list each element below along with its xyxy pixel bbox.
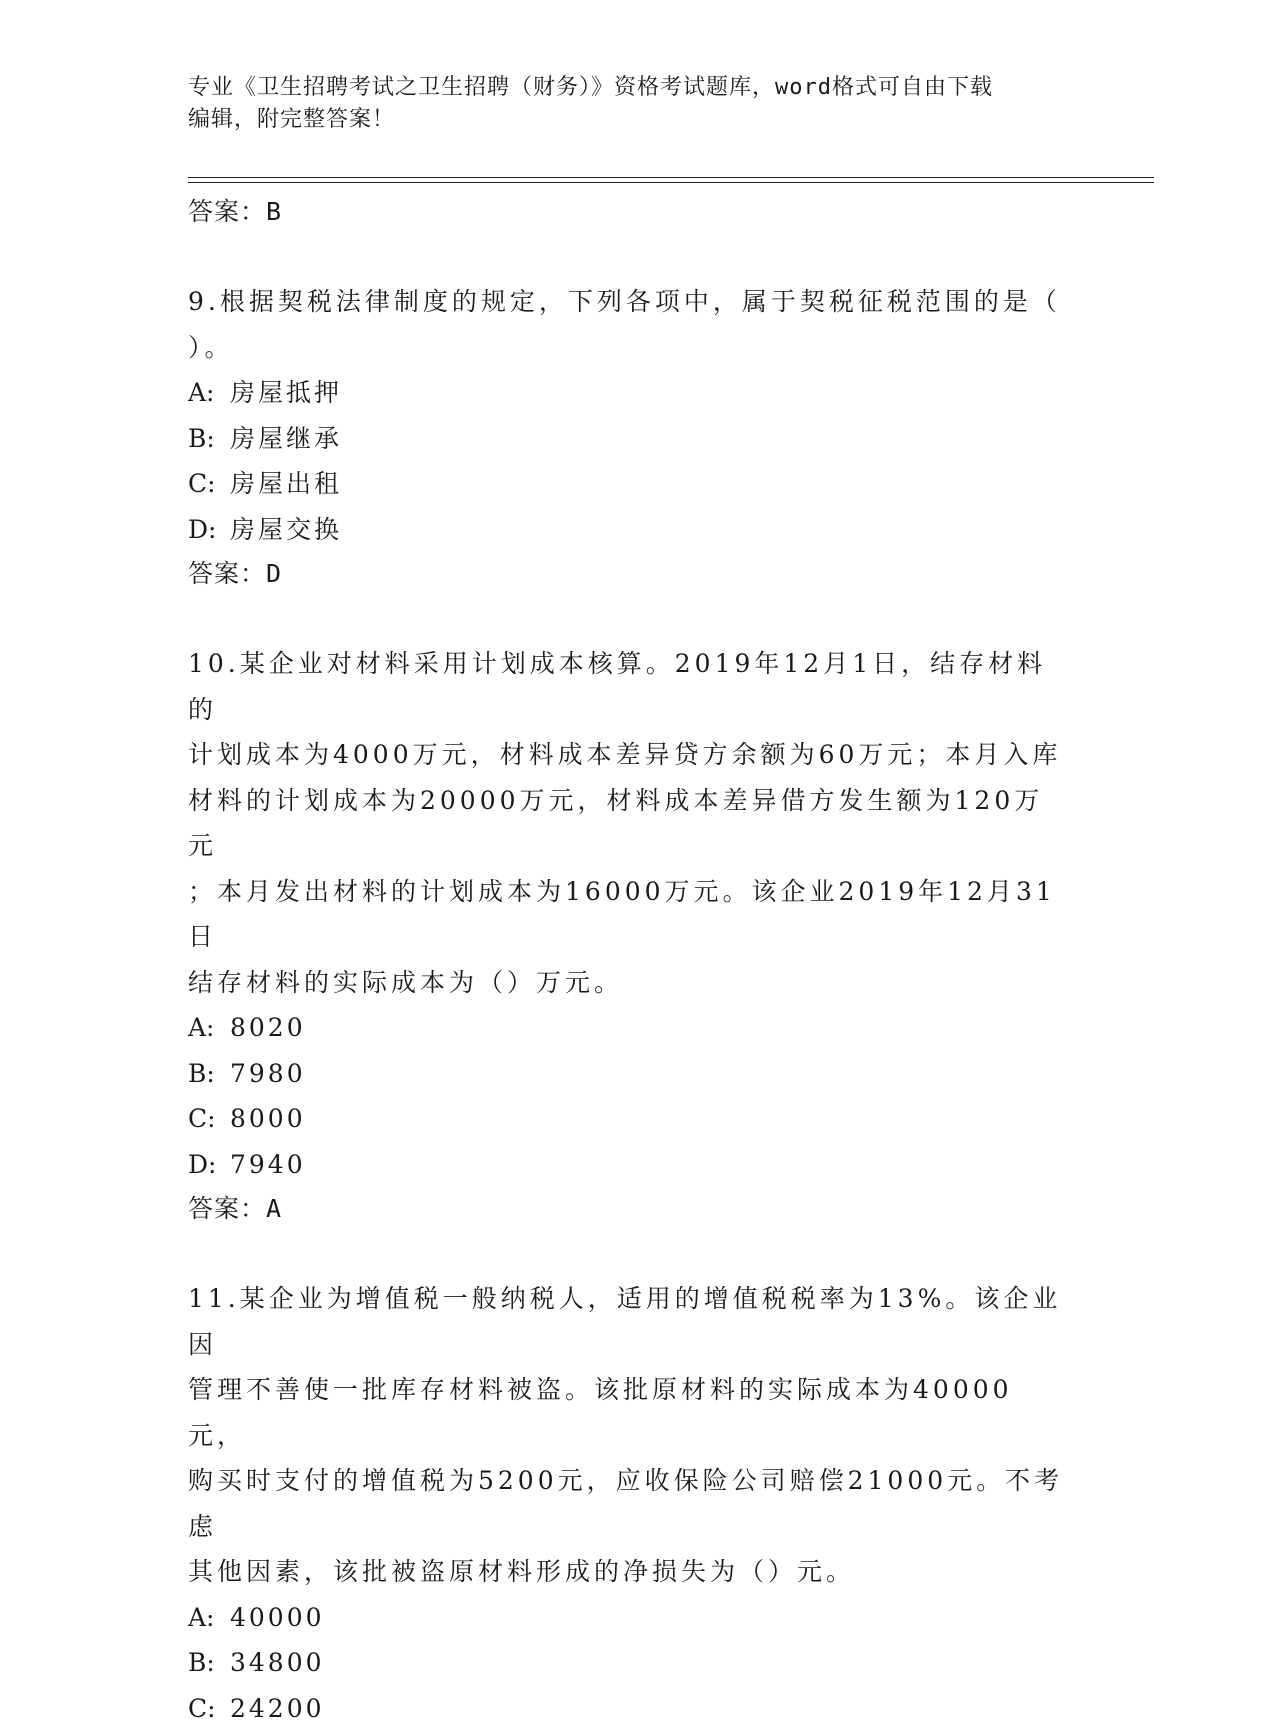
header-line-2: 编辑，附完整答案！ xyxy=(188,104,1088,136)
option-d xyxy=(188,1142,1068,1188)
option-text: 7940 xyxy=(230,1142,306,1188)
question-9 xyxy=(188,279,1068,596)
option-b xyxy=(188,1640,1068,1686)
header-divider-top xyxy=(188,177,1154,178)
option-b xyxy=(188,416,1068,462)
option-text: 34800 xyxy=(230,1640,325,1686)
option-c xyxy=(188,1686,1068,1731)
option-letter: A: xyxy=(188,370,230,416)
spacer xyxy=(188,596,1068,641)
option-letter: A: xyxy=(188,1005,230,1051)
previous-answer: 答案：B xyxy=(188,190,1068,234)
question-10 xyxy=(188,641,1068,1231)
spacer xyxy=(188,1231,1068,1276)
header-divider-bottom xyxy=(188,182,1154,183)
option-d xyxy=(188,507,1068,553)
option-text: 房屋继承 xyxy=(230,416,342,462)
option-b xyxy=(188,1051,1068,1097)
option-text: 房屋出租 xyxy=(230,461,342,507)
option-text: 房屋交换 xyxy=(230,507,342,553)
question-text-line: 其他因素，该批被盗原材料形成的净损失为（）元。 xyxy=(188,1549,1068,1595)
question-text-line: ；本月发出材料的计划成本为16000万元。该企业2019年12月31日 xyxy=(188,869,1068,960)
question-text-line: 购买时支付的增值税为5200元，应收保险公司赔偿21000元。不考虑 xyxy=(188,1458,1068,1549)
option-c xyxy=(188,1096,1068,1142)
option-letter: B: xyxy=(188,1051,230,1097)
option-text: 40000 xyxy=(230,1595,325,1641)
question-text-line: 9.根据契税法律制度的规定，下列各项中，属于契税征税范围的是（ xyxy=(188,279,1068,325)
question-text-line: 11.某企业为增值税一般纳税人，适用的增值税税率为13%。该企业因 xyxy=(188,1276,1068,1367)
question-text-line: 管理不善使一批库存材料被盗。该批原材料的实际成本为40000元， xyxy=(188,1367,1068,1458)
question-text-line: ）。 xyxy=(188,325,1068,371)
option-letter: B: xyxy=(188,416,230,462)
option-c xyxy=(188,461,1068,507)
option-letter: C: xyxy=(188,461,230,507)
option-letter: C: xyxy=(188,1096,230,1142)
option-letter: D: xyxy=(188,1142,230,1188)
question-text-line: 10.某企业对材料采用计划成本核算。2019年12月1日，结存材料的 xyxy=(188,641,1068,732)
option-letter: C: xyxy=(188,1686,230,1731)
option-letter: A: xyxy=(188,1595,230,1641)
option-text: 24200 xyxy=(230,1686,325,1731)
option-text: 8020 xyxy=(230,1005,306,1051)
answer: 答案：D xyxy=(188,552,1068,596)
option-a xyxy=(188,1595,1068,1641)
option-a xyxy=(188,370,1068,416)
question-text-line: 结存材料的实际成本为（）万元。 xyxy=(188,960,1068,1006)
spacer xyxy=(188,234,1068,279)
question-11 xyxy=(188,1276,1068,1731)
option-text: 房屋抵押 xyxy=(230,370,342,416)
answer: 答案：A xyxy=(188,1187,1068,1231)
document-header xyxy=(188,72,1088,136)
question-text-line: 计划成本为4000万元，材料成本差异贷方余额为60万元；本月入库 xyxy=(188,732,1068,778)
question-text-line: 材料的计划成本为20000万元，材料成本差异借方发生额为120万元 xyxy=(188,778,1068,869)
option-text: 8000 xyxy=(230,1096,306,1142)
header-line-1: 专业《卫生招聘考试之卫生招聘（财务）》资格考试题库，word格式可自由下载 xyxy=(188,72,1088,104)
option-a xyxy=(188,1005,1068,1051)
option-text: 7980 xyxy=(230,1051,306,1097)
question-list xyxy=(188,190,1068,1731)
option-letter: D: xyxy=(188,507,230,553)
option-letter: B: xyxy=(188,1640,230,1686)
